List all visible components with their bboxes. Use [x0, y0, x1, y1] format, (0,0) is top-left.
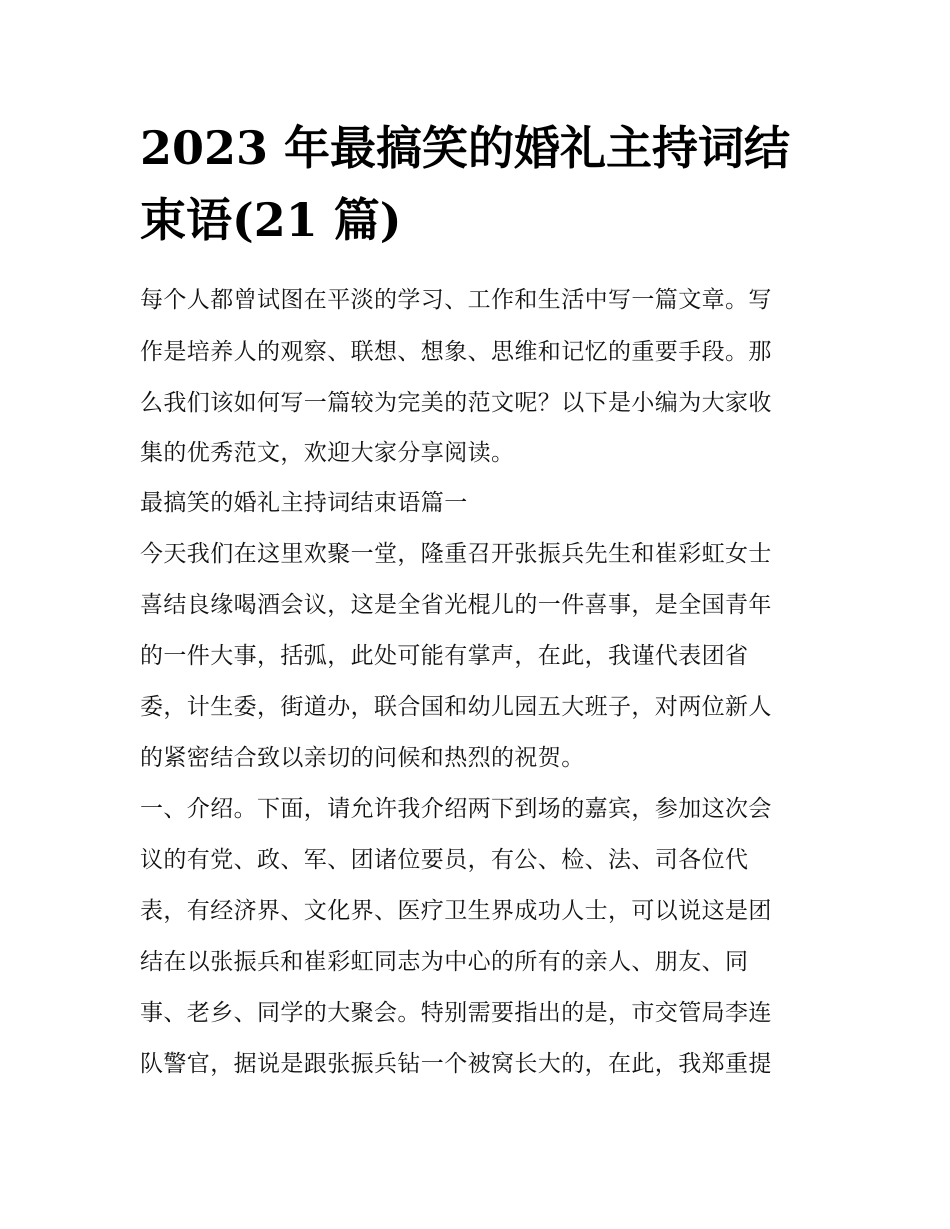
paragraph-line: 表，有经济界、文化界、医疗卫生界成功人士，可以说这是团: [140, 898, 772, 924]
paragraph-line: 的一件大事，括弧，此处可能有掌声，在此，我谨代表团省: [140, 643, 749, 669]
paragraph-line: 议的有党、政、军、团诸位要员，有公、检、法、司各位代: [140, 847, 749, 873]
paragraph-line: 今天我们在这里欢聚一堂，隆重召开张振兵先生和崔彩虹女士: [140, 541, 772, 567]
paragraph-line: 么我们该如何写一篇较为完美的范文呢？以下是小编为大家收: [140, 390, 772, 416]
paragraph-line: 的紧密结合致以亲切的问候和热烈的祝贺。: [140, 745, 585, 771]
paragraph-line: 集的优秀范文，欢迎大家分享阅读。: [140, 440, 515, 466]
section-heading: 最搞笑的婚礼主持词结束语篇一: [140, 490, 468, 516]
paragraph-line: 结在以张振兵和崔彩虹同志为中心的所有的亲人、朋友、同: [140, 949, 749, 975]
paragraph-line: 每个人都曾试图在平淡的学习、工作和生活中写一篇文章。写: [140, 287, 772, 313]
paragraph-line: 队警官，据说是跟张振兵钻一个被窝长大的，在此，我郑重提: [140, 1051, 772, 1077]
title-line: 束语(21 篇): [140, 193, 402, 247]
paragraph-line: 喜结良缘喝酒会议，这是全省光棍儿的一件喜事，是全国青年: [140, 592, 772, 618]
paragraph-line: 委，计生委，街道办，联合国和幼儿园五大班子，对两位新人: [140, 694, 772, 720]
title-line: 2023 年最搞笑的婚礼主持词结: [140, 121, 791, 175]
paragraph-line: 事、老乡、同学的大聚会。特别需要指出的是，市交管局李连: [140, 1000, 772, 1026]
paragraph-line: 作是培养人的观察、联想、想象、思维和记忆的重要手段。那: [140, 339, 772, 365]
paragraph-line: 一、介绍。下面，请允许我介绍两下到场的嘉宾，参加这次会: [140, 796, 772, 822]
document-title: [140, 112, 812, 256]
